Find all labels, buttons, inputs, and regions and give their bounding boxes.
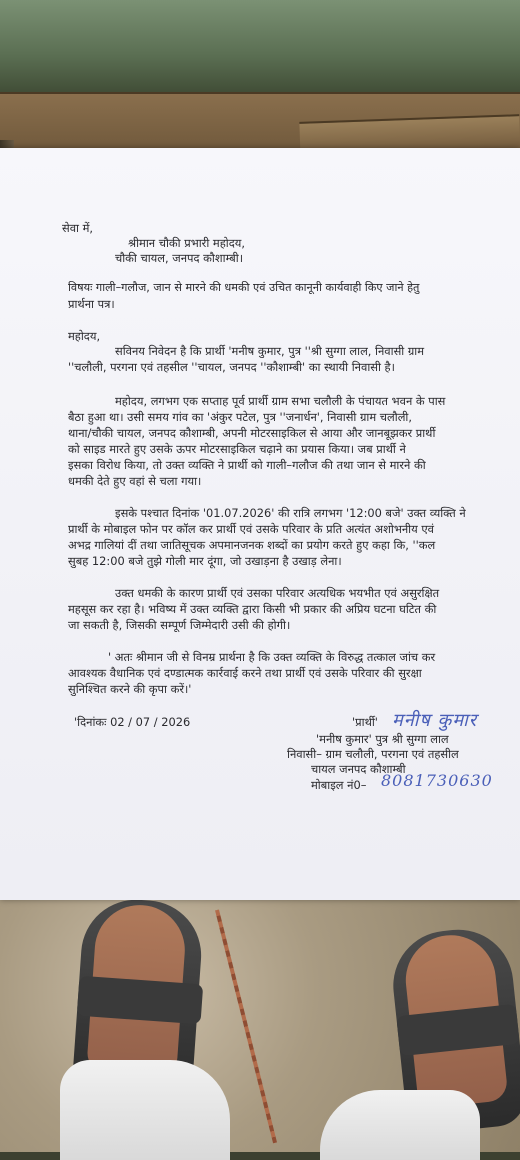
para4-line-2: महसूस कर रहा है। भविष्य में उक्त व्यक्ति द्वारा किसी भी प्रकार की अप्रिय घटना घटित की <box>68 602 437 616</box>
mobile-number: 8081730630 <box>381 771 493 790</box>
para5-line-2: आवश्यक वैधानिक एवं दण्डात्मक कार्रवाई करने तथा प्रार्थी एवं उसके परिवार की सुरक्षा <box>68 666 422 680</box>
white-cloth-2 <box>320 1090 480 1160</box>
para3-line-2: प्रार्थी के मोबाइल फोन पर कॉल कर प्रार्थी एवं उसके परिवार के प्रति अत्यंत अशोभनीय एवं <box>68 522 434 536</box>
para1-line-2: ''चलौली, परगना एवं तहसील ''चायल, जनपद ''कौशाम्बी' का स्थायी निवासी है। <box>68 360 395 374</box>
subject-line-2: प्रार्थना पत्र। <box>68 297 115 311</box>
para3-line-4: सुबह 12:00 बजे तुझे गोली मार दूंगा, जो उखाड़ना है उखाड़ लेना। <box>68 554 342 568</box>
para2-line-5: इसका विरोध किया, तो उक्त व्यक्ति ने प्रार्थी को गाली–गलौज की तथा जान से मारने की <box>68 458 426 472</box>
recipient-line-1: श्रीमान चौकी प्रभारी महोदय, <box>128 236 245 250</box>
greeting: महोदय, <box>68 329 101 343</box>
para3-line-3: अभद्र गालियां दीं तथा जातिसूचक अपमानजनक शब्दों का प्रयोग करते हुए कहा कि, ''कल <box>68 538 436 552</box>
para2-line-4: को साइड मारते हुए उसके ऊपर मोटरसाइकिल चढ़ाने का प्रयास किया। जब प्रार्थी ने <box>68 442 406 456</box>
sender-line-1: 'मनीष कुमार' पुत्र श्री सुग्गा लाल <box>316 732 449 746</box>
left-sandal-strap <box>77 976 203 1025</box>
para4-line-3: जा सकती है, जिसकी सम्पूर्ण जिम्मेदारी उसी की होगी। <box>68 618 291 632</box>
sender-line-3: चायल जनपद कौशाम्बी <box>311 762 406 776</box>
background-foliage <box>0 0 520 100</box>
para2-line-2: बैठा हुआ था। उसी समय गांव का 'अंकुर पटेल, पुत्र ''जनार्धन', निवासी ग्राम चलौली, <box>68 410 412 424</box>
para5-line-1: ' अतः श्रीमान जी से विनम्र प्रार्थना है कि उक्त व्यक्ति के विरुद्ध तत्काल जांच कर <box>108 650 436 664</box>
applicant-label: 'प्रार्थी' <box>352 715 378 729</box>
mobile-label: मोबाइल नं0– <box>311 778 367 792</box>
salutation-to: सेवा में, <box>62 221 94 235</box>
white-cloth <box>60 1060 230 1160</box>
para4-line-1: उक्त धमकी के कारण प्रार्थी एवं उसका परिवार अत्यधिक भयभीत एवं असुरक्षित <box>115 586 440 600</box>
para3-line-1: इसके पश्चात दिनांक '01.07.2026' की रात्रि लगभग '12:00 बजे' उक्त व्यक्ति ने <box>115 506 466 520</box>
para2-line-1: महोदय, लगभग एक सप्ताह पूर्व प्रार्थी ग्राम सभा चलौली के पंचायत भवन के पास <box>115 394 446 408</box>
subject-line-1: विषयः गाली–गलौज, जान से मारने की धमकी एवं उचित कानूनी कार्यवाही किए जाने हेतु <box>68 281 420 294</box>
letter-paper <box>0 148 520 900</box>
recipient-line-2: चौकी चायल, जनपद कौशाम्बी। <box>115 251 244 265</box>
para2-line-6: धमकी देते हुए वहां से चला गया। <box>68 474 202 488</box>
letter-date: 'दिनांकः 02 / 07 / 2026 <box>74 715 191 729</box>
para2-line-3: थाना/चौकी चायल, जनपद कौशाम्बी, अपनी मोटरसाइकिल से आया और जानबूझकर प्रार्थी <box>68 426 436 440</box>
para5-line-3: सुनिश्चित करने की कृपा करें।' <box>68 682 192 696</box>
para1-line-1: सविनय निवेदन है कि प्रार्थी 'मनीष कुमार, पुत्र ''श्री सुग्गा लाल, निवासी ग्राम <box>115 344 425 358</box>
sender-line-2: निवासी– ग्राम चलौली, परगना एवं तहसील <box>287 747 459 761</box>
signature: मनीष कुमार <box>392 710 478 731</box>
